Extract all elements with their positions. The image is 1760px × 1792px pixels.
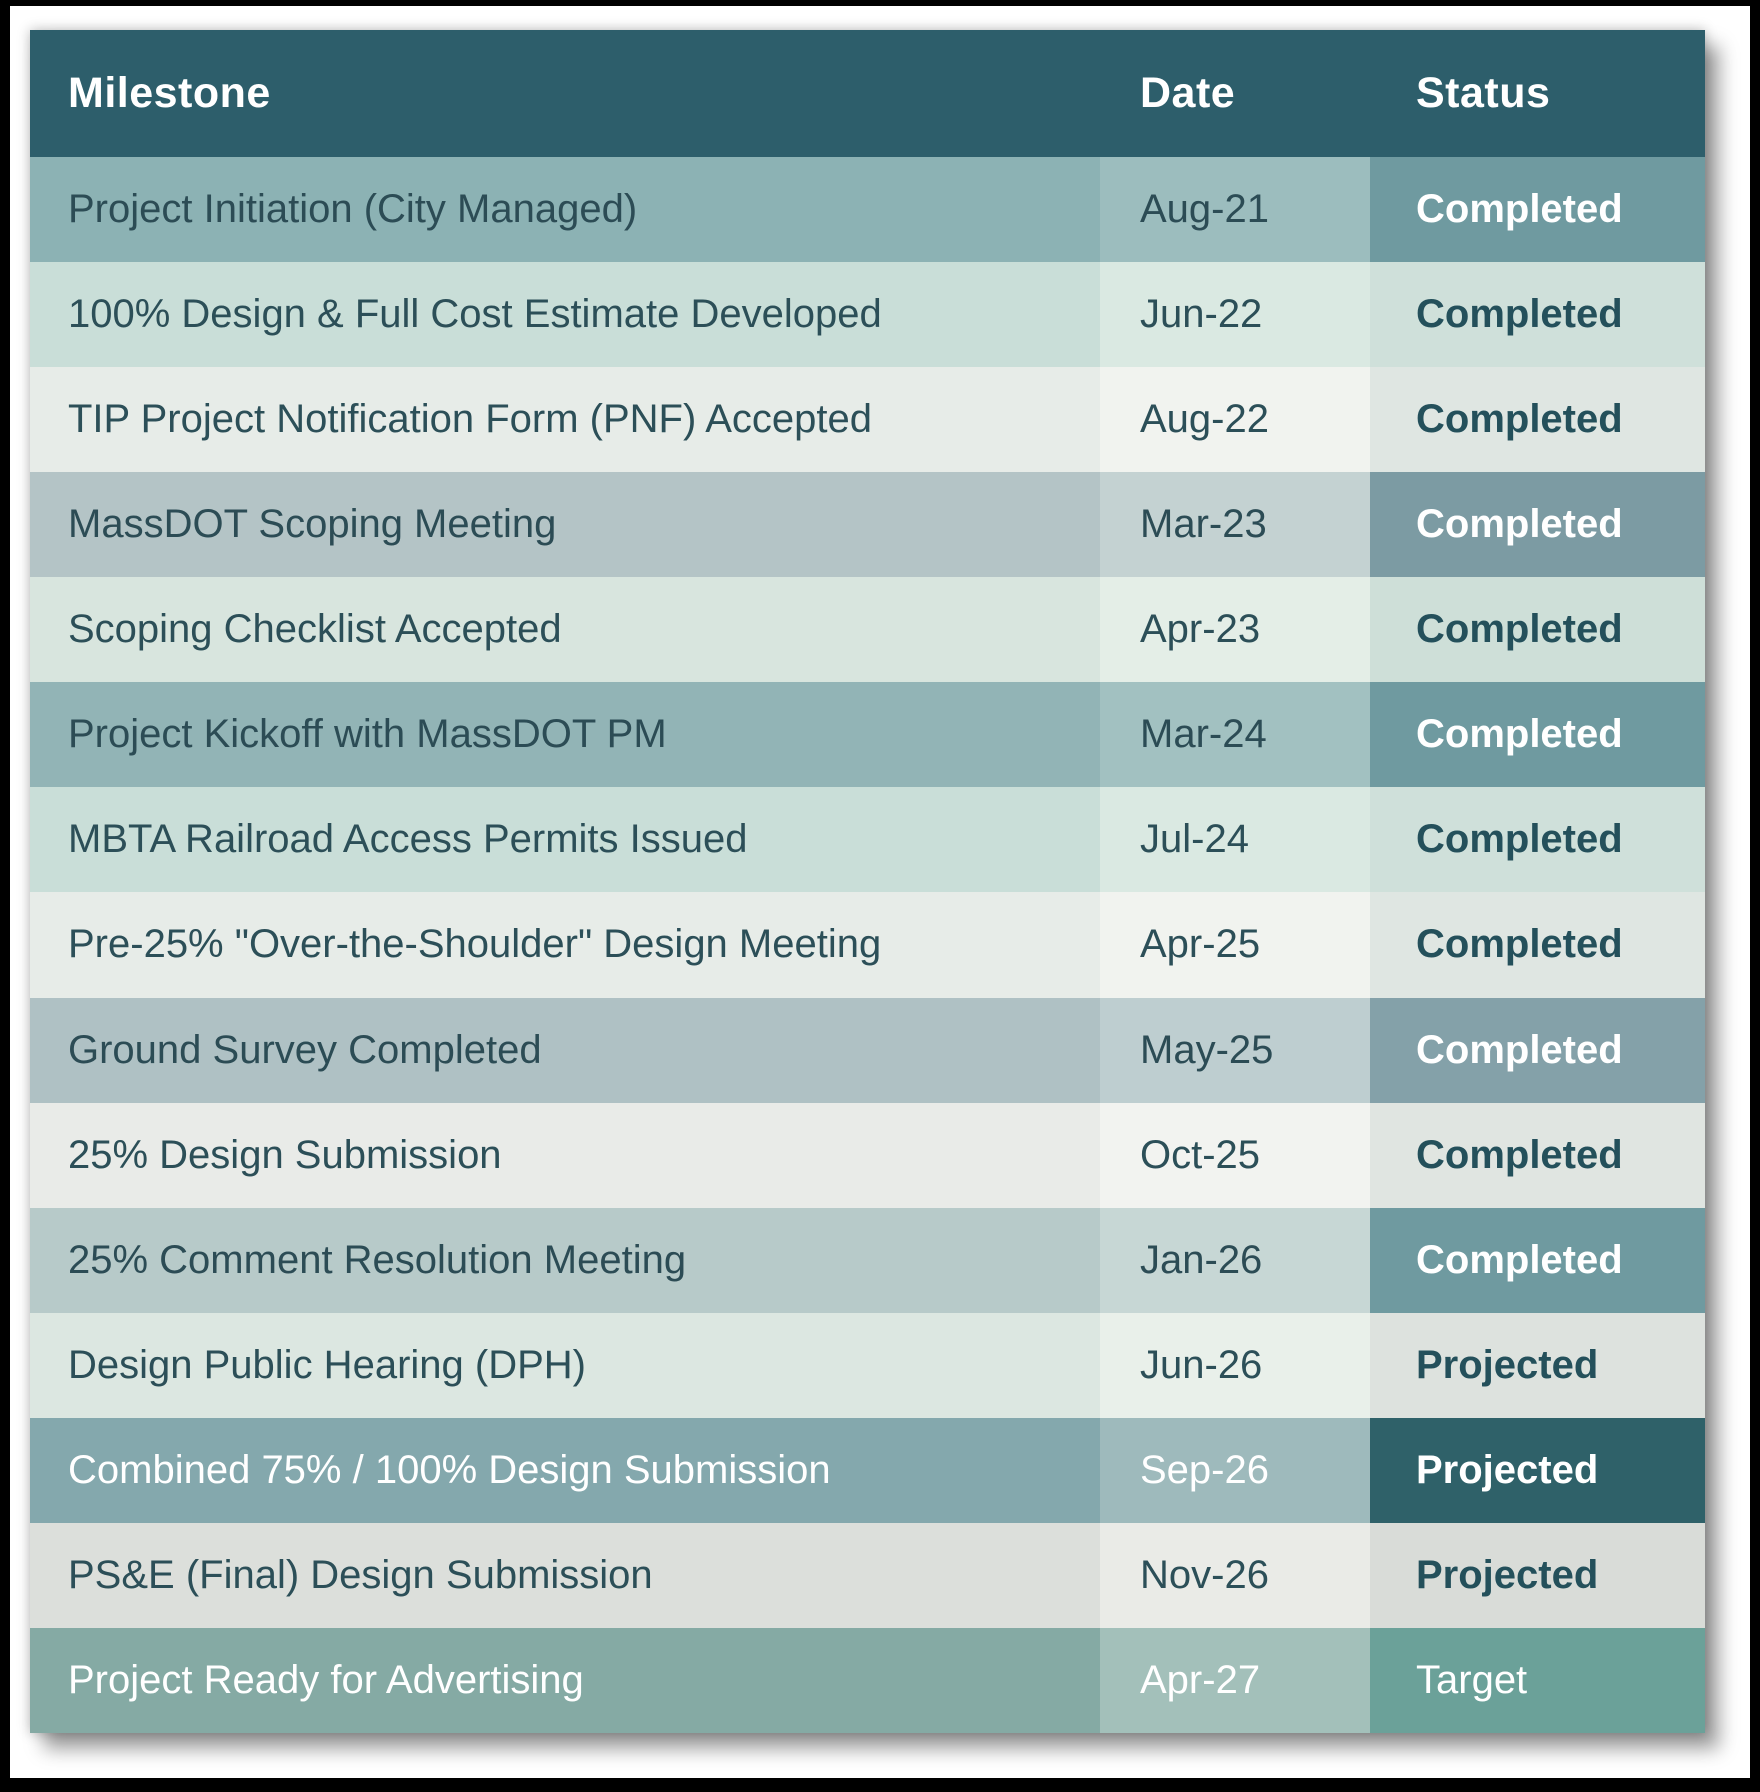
milestone-cell: Project Kickoff with MassDOT PM <box>30 682 1100 787</box>
milestone-cell: 25% Comment Resolution Meeting <box>30 1208 1100 1313</box>
page-background <box>10 6 1750 1778</box>
column-header-milestone: Milestone <box>68 69 271 117</box>
date-cell: Oct-25 <box>1100 1103 1370 1208</box>
status-cell: Completed <box>1370 157 1705 262</box>
status-cell: Completed <box>1370 892 1705 997</box>
status-cell: Completed <box>1370 1103 1705 1208</box>
date-cell: Mar-24 <box>1100 682 1370 787</box>
date-cell: Sep-26 <box>1100 1418 1370 1523</box>
date-cell: Jan-26 <box>1100 1208 1370 1313</box>
milestone-cell: Pre-25% "Over-the-Shoulder" Design Meeting <box>30 892 1100 997</box>
status-cell: Completed <box>1370 472 1705 577</box>
table-body <box>30 157 1705 1733</box>
status-cell: Completed <box>1370 998 1705 1103</box>
date-cell: Aug-22 <box>1100 367 1370 472</box>
table-row <box>30 262 1705 367</box>
table-row <box>30 157 1705 262</box>
table-row <box>30 1628 1705 1733</box>
table-row <box>30 1523 1705 1628</box>
milestone-cell: 100% Design & Full Cost Estimate Developed <box>30 262 1100 367</box>
table-row <box>30 787 1705 892</box>
date-cell: Jun-26 <box>1100 1313 1370 1418</box>
status-cell: Completed <box>1370 1208 1705 1313</box>
milestone-cell: Project Initiation (City Managed) <box>30 157 1100 262</box>
date-cell: Nov-26 <box>1100 1523 1370 1628</box>
milestone-cell: Project Ready for Advertising <box>30 1628 1100 1733</box>
table-row <box>30 1418 1705 1523</box>
milestone-table <box>30 30 1705 1733</box>
table-row <box>30 1208 1705 1313</box>
date-cell: May-25 <box>1100 998 1370 1103</box>
column-header-date: Date <box>1140 69 1236 117</box>
milestone-cell: 25% Design Submission <box>30 1103 1100 1208</box>
status-cell: Completed <box>1370 262 1705 367</box>
table-row <box>30 998 1705 1103</box>
date-cell: Apr-25 <box>1100 892 1370 997</box>
status-cell: Completed <box>1370 787 1705 892</box>
table-row <box>30 892 1705 997</box>
date-cell: Apr-23 <box>1100 577 1370 682</box>
table-row <box>30 577 1705 682</box>
date-cell: Jun-22 <box>1100 262 1370 367</box>
table-header-row <box>30 30 1705 157</box>
table-row <box>30 472 1705 577</box>
milestone-cell: Combined 75% / 100% Design Submission <box>30 1418 1100 1523</box>
table-row <box>30 1313 1705 1418</box>
milestone-cell: Design Public Hearing (DPH) <box>30 1313 1100 1418</box>
milestone-cell: Ground Survey Completed <box>30 998 1100 1103</box>
date-cell: Jul-24 <box>1100 787 1370 892</box>
status-cell: Completed <box>1370 577 1705 682</box>
milestone-cell: TIP Project Notification Form (PNF) Accepted <box>30 367 1100 472</box>
date-cell: Mar-23 <box>1100 472 1370 577</box>
milestone-cell: MassDOT Scoping Meeting <box>30 472 1100 577</box>
status-cell: Projected <box>1370 1313 1705 1418</box>
status-cell: Completed <box>1370 682 1705 787</box>
date-cell: Aug-21 <box>1100 157 1370 262</box>
table-row <box>30 1103 1705 1208</box>
status-cell: Completed <box>1370 367 1705 472</box>
milestone-cell: MBTA Railroad Access Permits Issued <box>30 787 1100 892</box>
status-cell: Target <box>1370 1628 1705 1733</box>
milestone-cell: Scoping Checklist Accepted <box>30 577 1100 682</box>
status-cell: Projected <box>1370 1523 1705 1628</box>
column-header-status: Status <box>1416 69 1551 117</box>
table-row <box>30 682 1705 787</box>
status-cell: Projected <box>1370 1418 1705 1523</box>
date-cell: Apr-27 <box>1100 1628 1370 1733</box>
milestone-cell: PS&E (Final) Design Submission <box>30 1523 1100 1628</box>
table-row <box>30 367 1705 472</box>
